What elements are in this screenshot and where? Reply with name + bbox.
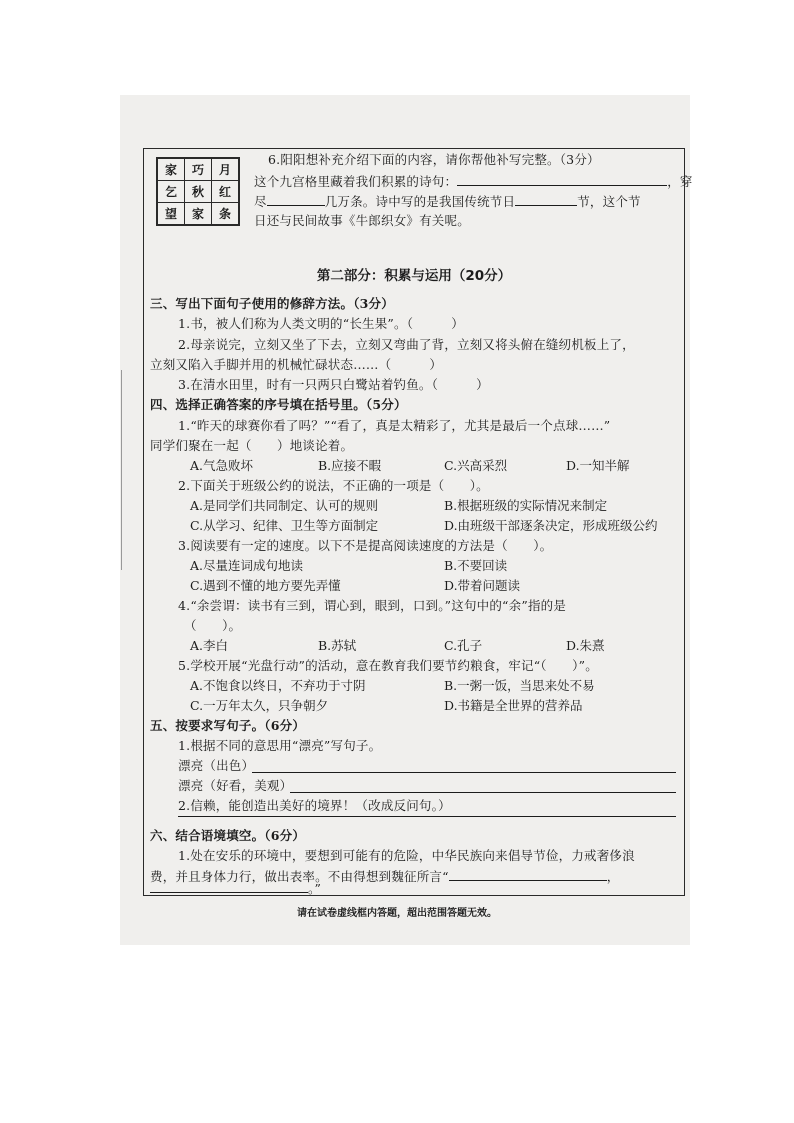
s5-label-outstanding: 漂亮（出色） bbox=[178, 758, 255, 773]
s3-q1: 1.书，被人们称为人类文明的“长生果”。（ ） bbox=[178, 316, 464, 331]
s4-q5-option-b: B.一粥一饭，当思来处不易 bbox=[444, 678, 595, 693]
q6-prompt: 6.阳阳想补充介绍下面的内容，请你帮他补写完整。（3分） bbox=[268, 152, 600, 167]
q6-line3-mid: 几万条。诗中写的是我国传统节日 bbox=[324, 194, 516, 209]
s4-q3: 3.阅读要有一定的速度。以下不是提高阅读速度的方法是（ ）。 bbox=[178, 538, 553, 553]
s4-q1-option-b: B.应接不暇 bbox=[318, 458, 382, 473]
q6-blank-poem-1[interactable] bbox=[457, 173, 667, 186]
s4-q5-option-a: A.不饱食以终日，不弃功于寸阴 bbox=[190, 678, 366, 693]
binding-margin-line bbox=[121, 370, 122, 570]
s4-q3-option-b: B.不要回读 bbox=[444, 558, 508, 573]
q6-blank-festival[interactable] bbox=[515, 193, 577, 206]
grid-cell: 家 bbox=[185, 203, 212, 226]
q6-line2-text: 这个九宫格里藏着我们积累的诗句： bbox=[254, 174, 458, 189]
s6-heading: 六、结合语境填空。（6分） bbox=[150, 828, 306, 843]
s3-q2a: 2.母亲说完，立刻又坐了下去，立刻又弯曲了背，立刻又将头俯在缝纫机板上了， bbox=[178, 337, 635, 352]
s4-q5-option-d: D.书籍是全世界的营养品 bbox=[444, 698, 583, 713]
s4-q3-option-c: C.遇到不懂的地方要先弄懂 bbox=[190, 578, 341, 593]
s4-q5-option-c: C.一万年太久，只争朝夕 bbox=[190, 698, 329, 713]
part2-title: 第二部分：积累与运用（20分） bbox=[316, 268, 512, 284]
q6-line3 bbox=[254, 193, 641, 210]
grid-cell: 巧 bbox=[185, 158, 212, 181]
s5-q2: 2.信赖，能创造出美好的境界！（改成反问句。） bbox=[178, 798, 451, 813]
grid-cell: 乞 bbox=[157, 181, 185, 203]
page-footer-note: 请在试卷虚线框内答题，超出范围答题无效。 bbox=[297, 908, 497, 919]
s3-q3: 3.在清水田里，时有一只两只白鹭站着钓鱼。（ ） bbox=[178, 377, 489, 392]
grid-cell: 秋 bbox=[185, 181, 212, 203]
s4-heading: 四、选择正确答案的序号填在括号里。（5分） bbox=[150, 397, 407, 412]
q6-blank-poem-2[interactable] bbox=[267, 193, 325, 206]
s6-q1d-line bbox=[150, 880, 321, 897]
s5-answer-line-1[interactable] bbox=[252, 772, 676, 773]
s5-q1: 1.根据不同的意思用“漂亮”写句子。 bbox=[178, 738, 382, 753]
grid-cell: 家 bbox=[157, 158, 185, 181]
s6-blank-quote-2[interactable] bbox=[150, 880, 308, 893]
s6-blank-quote-1[interactable] bbox=[449, 868, 607, 881]
s4-q4b: （ ）。 bbox=[184, 618, 242, 633]
s4-q4-option-b: B.苏轼 bbox=[318, 638, 357, 653]
s6-q1a: 1.处在安乐的环境中，要想到可能有的危险，中华民族向来倡导节俭，力戒奢侈浪 bbox=[178, 848, 635, 863]
s4-q2-option-b: B.根据班级的实际情况来制定 bbox=[444, 498, 608, 513]
s4-q2-option-d: D.由班级干部逐条决定，形成班级公约 bbox=[444, 518, 658, 533]
s4-q2-option-c: C.从学习、纪律、卫生等方面制定 bbox=[190, 518, 379, 533]
q6-line3-end: 节，这个节 bbox=[577, 194, 641, 209]
s4-q1-option-c: C.兴高采烈 bbox=[444, 458, 508, 473]
q6-line3-start: 尽 bbox=[254, 194, 267, 209]
s3-heading: 三、写出下面句子使用的修辞方法。（3分） bbox=[150, 296, 394, 311]
grid-cell: 红 bbox=[212, 181, 240, 203]
grid-cell: 月 bbox=[212, 158, 240, 181]
s4-q4-option-d: D.朱熹 bbox=[566, 638, 605, 653]
s5-heading: 五、按要求写句子。（6分） bbox=[150, 718, 306, 733]
q6-line4: 日还与民间故事《牛郎织女》有关呢。 bbox=[254, 213, 470, 228]
s4-q2: 2.下面关于班级公约的说法，不正确的一项是（ ）。 bbox=[178, 478, 489, 493]
s4-q5: 5.学校开展“光盘行动”的活动，意在教育我们要节约粮食，牢记“（ ）”。 bbox=[178, 658, 598, 673]
s4-q1b: 同学们聚在一起（ ）地谈论着。 bbox=[150, 438, 354, 453]
s6-q1b-comma: ， bbox=[606, 869, 620, 884]
s4-q1-option-d: D.一知半解 bbox=[566, 458, 630, 473]
s6-q1d-end: 。” bbox=[308, 881, 322, 896]
s3-q2b: 立刻又陷入手脚并用的机械忙碌状态……（ ） bbox=[150, 357, 443, 372]
grid-cell: 望 bbox=[157, 203, 185, 226]
s4-q3-option-a: A.尽量连词成句地读 bbox=[190, 558, 304, 573]
q6-line2-end: ，穿 bbox=[667, 174, 693, 189]
s4-q1-option-a: A.气急败坏 bbox=[190, 458, 254, 473]
s4-q1a: 1.“昨天的球赛你看了吗？”“看了，真是太精彩了，尤其是最后一个点球……” bbox=[178, 418, 611, 433]
s6-q1b-text: 费，并且身体力行，做出表率。不由得想到魏征所言“ bbox=[150, 869, 449, 884]
q6-line2 bbox=[254, 173, 693, 190]
grid-cell: 条 bbox=[212, 203, 240, 226]
s4-q4-option-a: A.李白 bbox=[190, 638, 229, 653]
nine-grid bbox=[156, 157, 240, 226]
s5-answer-line-3[interactable] bbox=[178, 816, 676, 817]
s4-q4-option-c: C.孔子 bbox=[444, 638, 483, 653]
s4-q4a: 4.“余尝谓：读书有三到，谓心到，眼到，口到。”这句中的“余”指的是 bbox=[178, 598, 567, 613]
s4-q3-option-d: D.带着问题读 bbox=[444, 578, 521, 593]
s5-label-pretty: 漂亮（好看，美观） bbox=[178, 778, 293, 793]
s4-q2-option-a: A.是同学们共同制定、认可的规则 bbox=[190, 498, 379, 513]
s5-answer-line-2[interactable] bbox=[290, 792, 676, 793]
